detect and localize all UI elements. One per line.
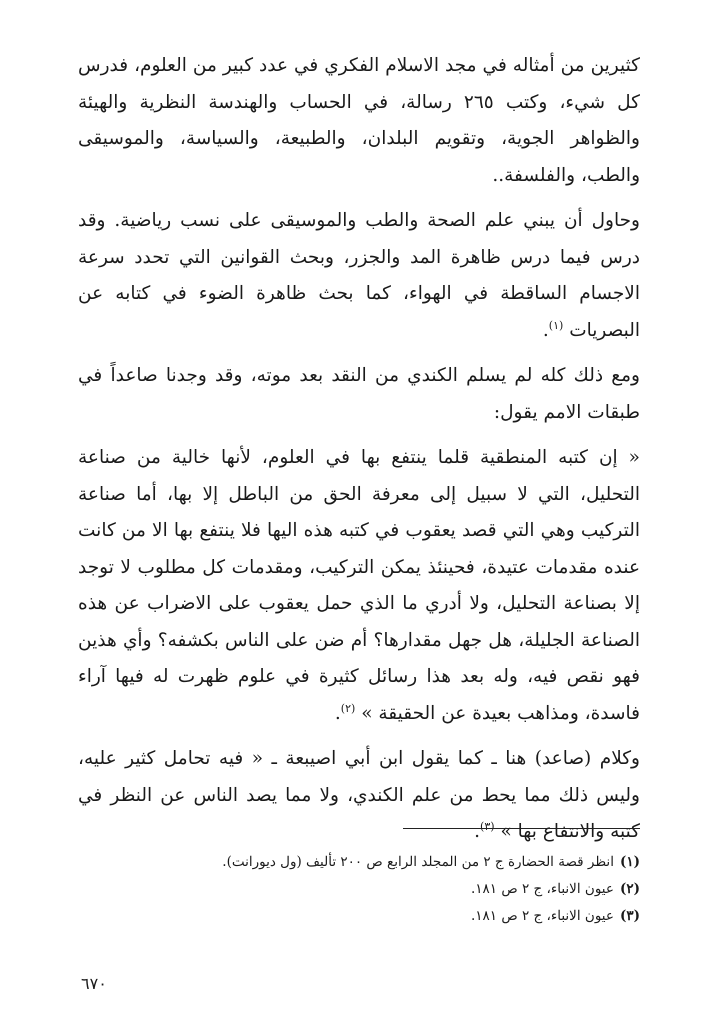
page-number: ٦٧٠ [81, 974, 107, 993]
paragraph-text: وحاول أن يبني علم الصحة والطب والموسيقى على نسب رياضية. وقد درس فيما درس ظاهرة المد والجزر، وبحث القوانين التي تحدد سرعة الاجسام الساقطة في الهواء، كما بحث ظاهرة الضوء في كتابه عن البصريات [78, 210, 640, 341]
footnote-ref: (٢) [340, 701, 356, 715]
footnote-number: (٣) [619, 908, 640, 924]
footnote-ref: (٣) [480, 819, 495, 833]
footnote-number: (٢) [619, 881, 640, 897]
paragraph-2 [78, 203, 640, 349]
footnote-1 [200, 849, 640, 876]
paragraph-text: كثيرين من أمثاله في مجد الاسلام الفكري في عدد كبير من العلوم، فدرس كل شيء، وكتب ٢٦٥ رسالة، في الحساب والهندسة النظرية والهيئة والظواهر الجوية، وتقويم البلدان، والطبيعة، والسياسة، والموسيقى والطب، والفلسفة.. [78, 55, 640, 186]
paragraph-5 [78, 741, 640, 851]
footnote-text: عيون الانباء، ج ٢ ص ١٨١. [471, 881, 614, 897]
footnote-3 [200, 903, 640, 930]
paragraph-tail: . [334, 702, 341, 724]
main-text [78, 48, 640, 851]
paragraph-tail: . [542, 319, 549, 341]
paragraph-1 [78, 48, 640, 194]
footnotes [200, 849, 640, 930]
footnote-text: عيون الانباء، ج ٢ ص ١٨١. [471, 908, 614, 924]
paragraph-text: وكلام (صاعد) هنا ـ كما يقول ابن أبي اصيبعة ـ « فيه تحامل كثير عليه، وليس ذلك مما يحط من علم الكندي، ولا مما يصد الناس عن النظر في كتبه والانتفاع بها » [78, 748, 640, 842]
footnote-2 [200, 876, 640, 903]
paragraph-3 [78, 358, 640, 431]
footnote-separator [403, 828, 640, 829]
paragraph-text: « إن كتبه المنطقية قلما ينتفع بها في العلوم، لأنها خالية من صناعة التحليل، التي لا سبيل إلى معرفة الحق من الباطل إلا بها، أما صناعة التركيب وهي التي قصد يعقوب في كتبه هذه اليها فلا ينتفع بها الا من كانت عنده مقدمات عتيدة، فحينئذ يمكن التركيب، ومقدمات كل مطلوب لا توجد إلا بصناعة التحليل، ولا أدري ما الذي حمل يعقوب على الاضراب عن هذه الصناعة الجليلة، هل جهل مقدارها؟ أم ضن على الناس بكشفه؟ وأي هذين فهو نقص فيه، وله بعد هذا رسائل كثيرة في علوم ظهرت له فيها آراء فاسدة، ومذاهب بعيدة عن الحقيقة » [78, 447, 640, 724]
footnote-text: انظر قصة الحضارة ج ٢ من المجلد الرابع ص ٢٠٠ تأليف (ول ديورانت). [222, 854, 614, 870]
paragraph-text: ومع ذلك كله لم يسلم الكندي من النقد بعد موته، وقد وجدنا صاعداً في طبقات الامم يقول: [78, 365, 640, 423]
paragraph-tail: . [474, 821, 481, 842]
footnote-number: (١) [619, 854, 640, 870]
footnote-ref: (١) [548, 318, 564, 332]
quote-paragraph [78, 440, 640, 732]
